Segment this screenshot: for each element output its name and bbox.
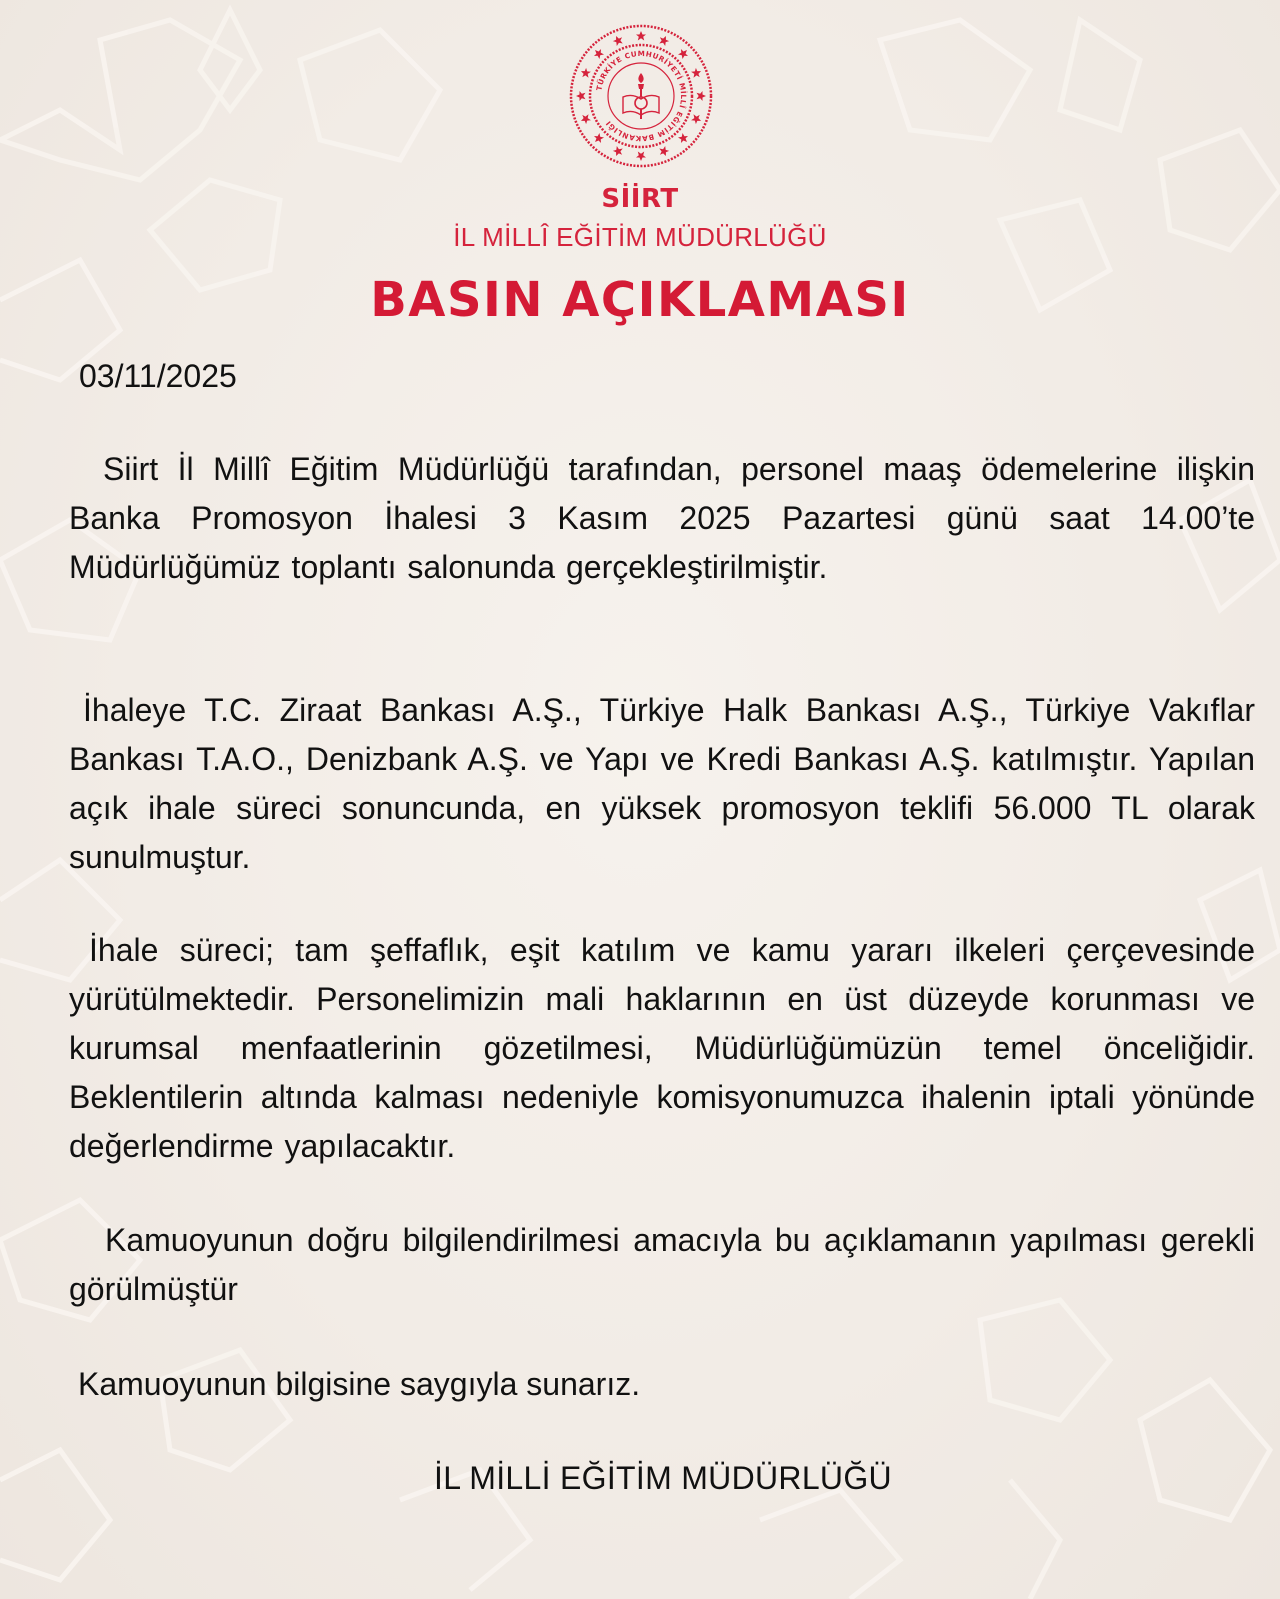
ministry-of-education-emblem-icon [568, 23, 714, 169]
signature: İL MİLLİ EĞİTİM MÜDÜRLÜĞÜ [434, 1460, 892, 1496]
svg-text:TÜRKİYE CUMHURİYETİ MİLLÎ EĞİT: TÜRKİYE CUMHURİYETİ MİLLÎ EĞİTİM BAKANLIĞI [594, 48, 689, 144]
header-city: SİİRT [601, 184, 679, 214]
paragraph-participants: İhaleye T.C. Ziraat Bankası A.Ş., Türkiye Halk Bankası A.Ş., Türkiye Vakıflar Bankası T.A.O., Denizbank A.Ş. ve Yapı ve Kredi Bankası A.Ş. katılmıştır. Yapılan açık ihale süreci sonuncunda, en yüksek promosyon teklifi 56.000 TL olarak sunulmuştur. [69, 692, 1255, 875]
page-title: BASIN AÇIKLAMASI [370, 272, 910, 328]
ministry-emblem-logo [568, 23, 714, 169]
header-directorate: İL MİLLÎ EĞİTİM MÜDÜRLÜĞÜ [453, 222, 827, 252]
document-date: 03/11/2025 [79, 358, 237, 394]
paragraph-process: İhale süreci; tam şeffaflık, eşit katılım ve kamu yararı ilkeleri çerçevesinde yürütülmektedir. Personelimizin mali haklarının en üst düzeyde korunması ve kurumsal menfaatlerinin gözetilmesi, Müdürlüğümüzün temel önceliğidir. Beklentilerin altında kalması nedeniyle komisyonumuzca ihalenin iptali yönünde değerlendirme yapılacaktır. [69, 932, 1255, 1164]
closing-line: Kamuoyunun bilgisine saygıyla sunarız. [78, 1366, 641, 1402]
paragraph-purpose: Kamuoyunun doğru bilgilendirilmesi amacıyla bu açıklamanın yapılması gerekli görülmüştür [69, 1222, 1255, 1307]
paragraph-tender-info: Siirt İl Millî Eğitim Müdürlüğü tarafından, personel maaş ödemelerine ilişkin Banka Promosyon İhalesi 3 Kasım 2025 Pazartesi günü saat 14.00’te Müdürlüğümüz toplantı salonunda gerçekleştirilmiştir. [69, 451, 1255, 585]
